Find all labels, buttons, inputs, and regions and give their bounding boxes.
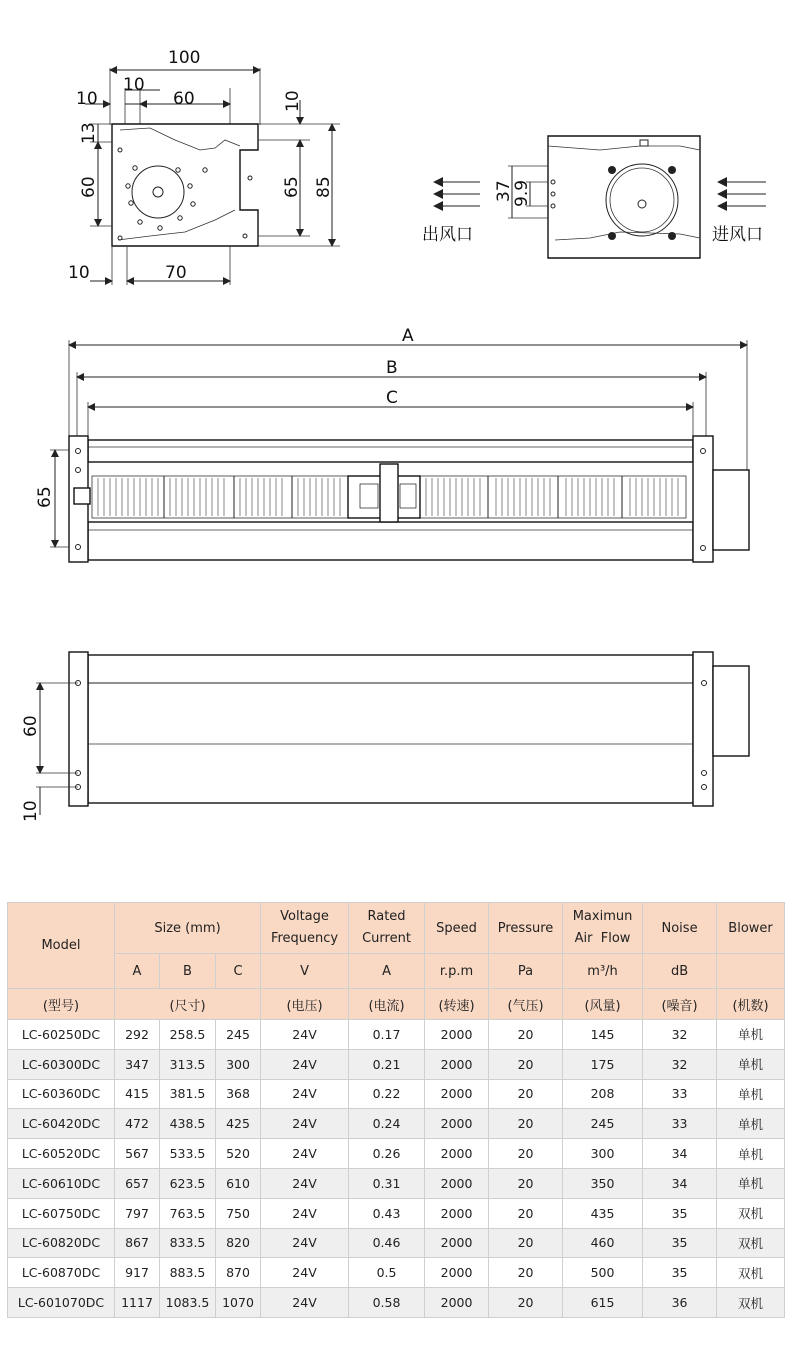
cell-airflow: 300 <box>563 1139 643 1169</box>
cell-model: LC-60250DC <box>8 1020 115 1050</box>
cell-airflow: 350 <box>563 1168 643 1198</box>
th-airflow-cn: (风量) <box>563 989 643 1020</box>
cell-speed: 2000 <box>425 1139 489 1169</box>
cell-current: 0.24 <box>349 1109 425 1139</box>
cell-voltage: 24V <box>261 1168 349 1198</box>
cell-speed: 2000 <box>425 1198 489 1228</box>
cell-pressure: 20 <box>489 1109 563 1139</box>
cell-model: LC-60360DC <box>8 1079 115 1109</box>
cell-voltage: 24V <box>261 1139 349 1169</box>
cell-current: 0.22 <box>349 1079 425 1109</box>
cell-current: 0.43 <box>349 1198 425 1228</box>
cell-model: LC-60520DC <box>8 1139 115 1169</box>
cell-blower: 双机 <box>717 1288 785 1318</box>
th-voltage <box>261 903 349 954</box>
cell-noise: 36 <box>643 1288 717 1318</box>
cell-a: 1117 <box>115 1288 160 1318</box>
cell-speed: 2000 <box>425 1109 489 1139</box>
table-row <box>8 1020 785 1050</box>
dim-left-height: 60 <box>79 176 99 198</box>
cell-model: LC-60820DC <box>8 1228 115 1258</box>
th-blower: Blower <box>717 903 785 954</box>
dim-B: B <box>386 358 398 378</box>
cell-current: 0.58 <box>349 1288 425 1318</box>
cell-a: 292 <box>115 1020 160 1050</box>
th-unit-v: V <box>261 954 349 989</box>
th-model: Model <box>8 903 115 989</box>
dim-span-60: 60 <box>173 89 195 109</box>
cell-b: 438.5 <box>160 1109 216 1139</box>
cell-model: LC-60870DC <box>8 1258 115 1288</box>
cell-c: 610 <box>216 1168 261 1198</box>
cell-speed: 2000 <box>425 1288 489 1318</box>
cell-voltage: 24V <box>261 1049 349 1079</box>
cell-a: 347 <box>115 1049 160 1079</box>
long-view <box>35 326 749 562</box>
cell-current: 0.17 <box>349 1020 425 1050</box>
cell-voltage: 24V <box>261 1228 349 1258</box>
header-row-3 <box>8 989 785 1020</box>
side-view <box>422 136 766 258</box>
th-size-cn: (尺寸) <box>115 989 261 1020</box>
th-unit-pa: Pa <box>489 954 563 989</box>
cell-noise: 32 <box>643 1049 717 1079</box>
cell-voltage: 24V <box>261 1109 349 1139</box>
cell-b: 883.5 <box>160 1258 216 1288</box>
cell-blower: 单机 <box>717 1049 785 1079</box>
cell-blower: 单机 <box>717 1079 785 1109</box>
th-unit-m3h: m³/h <box>563 954 643 989</box>
cell-voltage: 24V <box>261 1258 349 1288</box>
cell-airflow: 460 <box>563 1228 643 1258</box>
cell-speed: 2000 <box>425 1228 489 1258</box>
cell-pressure: 20 <box>489 1139 563 1169</box>
inlet-label: 进风口 <box>712 225 763 245</box>
th-c: C <box>216 954 261 989</box>
dim-A: A <box>402 326 414 346</box>
cell-model: LC-60750DC <box>8 1198 115 1228</box>
th-pressure: Pressure <box>489 903 563 954</box>
cell-airflow: 145 <box>563 1020 643 1050</box>
cell-blower: 单机 <box>717 1020 785 1050</box>
th-current-line2: Current <box>362 931 411 946</box>
cell-voltage: 24V <box>261 1198 349 1228</box>
cell-airflow: 245 <box>563 1109 643 1139</box>
table-row <box>8 1168 785 1198</box>
cell-blower: 单机 <box>717 1109 785 1139</box>
cell-pressure: 20 <box>489 1168 563 1198</box>
cell-voltage: 24V <box>261 1288 349 1318</box>
cell-a: 797 <box>115 1198 160 1228</box>
cell-voltage: 24V <box>261 1079 349 1109</box>
cell-blower: 双机 <box>717 1198 785 1228</box>
cell-noise: 34 <box>643 1139 717 1169</box>
cell-pressure: 20 <box>489 1288 563 1318</box>
table-row <box>8 1198 785 1228</box>
dim-bottom-70: 70 <box>165 263 187 283</box>
cell-noise: 33 <box>643 1079 717 1109</box>
cell-a: 867 <box>115 1228 160 1258</box>
dim-offset-left: 10 <box>76 89 98 109</box>
cell-current: 0.26 <box>349 1139 425 1169</box>
cell-speed: 2000 <box>425 1049 489 1079</box>
table-row <box>8 1139 785 1169</box>
cell-b: 533.5 <box>160 1139 216 1169</box>
cell-pressure: 20 <box>489 1258 563 1288</box>
cell-a: 472 <box>115 1109 160 1139</box>
cell-a: 657 <box>115 1168 160 1198</box>
cell-airflow: 175 <box>563 1049 643 1079</box>
cell-current: 0.5 <box>349 1258 425 1288</box>
th-unit-amp: A <box>349 954 425 989</box>
cell-voltage: 24V <box>261 1020 349 1050</box>
th-noise-cn: (噪音) <box>643 989 717 1020</box>
th-airflow-line2: Air Flow <box>574 931 631 946</box>
table-row <box>8 1049 785 1079</box>
cell-a: 415 <box>115 1079 160 1109</box>
cell-b: 381.5 <box>160 1079 216 1109</box>
cell-blower: 双机 <box>717 1228 785 1258</box>
th-unit-blank <box>717 954 785 989</box>
th-model-cn: (型号) <box>8 989 115 1020</box>
cell-c: 750 <box>216 1198 261 1228</box>
cell-noise: 35 <box>643 1228 717 1258</box>
cell-noise: 35 <box>643 1258 717 1288</box>
cell-noise: 35 <box>643 1198 717 1228</box>
cell-airflow: 615 <box>563 1288 643 1318</box>
dim-10-top: 10 <box>21 800 41 822</box>
cell-pressure: 20 <box>489 1020 563 1050</box>
cell-a: 917 <box>115 1258 160 1288</box>
cell-pressure: 20 <box>489 1198 563 1228</box>
th-current-cn: (电流) <box>349 989 425 1020</box>
cell-blower: 双机 <box>717 1258 785 1288</box>
th-b: B <box>160 954 216 989</box>
dim-C: C <box>386 388 398 408</box>
th-size: Size (mm) <box>115 903 261 954</box>
cell-speed: 2000 <box>425 1168 489 1198</box>
th-voltage-line1: Voltage <box>280 909 329 924</box>
dim-37: 37 <box>494 180 514 202</box>
cell-blower: 单机 <box>717 1139 785 1169</box>
th-a: A <box>115 954 160 989</box>
cell-model: LC-60300DC <box>8 1049 115 1079</box>
table-row <box>8 1288 785 1318</box>
th-speed-cn: (转速) <box>425 989 489 1020</box>
th-unit-db: dB <box>643 954 717 989</box>
front-view <box>68 48 340 285</box>
table-row <box>8 1109 785 1139</box>
cell-b: 1083.5 <box>160 1288 216 1318</box>
dim-60-top: 60 <box>21 715 41 737</box>
spec-table-body <box>8 1020 785 1318</box>
cell-speed: 2000 <box>425 1079 489 1109</box>
dim-bottom-left: 10 <box>68 263 90 283</box>
cell-pressure: 20 <box>489 1049 563 1079</box>
cell-c: 870 <box>216 1258 261 1288</box>
cell-c: 1070 <box>216 1288 261 1318</box>
dim-top-left: 13 <box>79 122 99 144</box>
dim-top-right: 10 <box>283 90 303 112</box>
cell-b: 833.5 <box>160 1228 216 1258</box>
outlet-label: 出风口 <box>422 225 473 245</box>
cell-noise: 32 <box>643 1020 717 1050</box>
cell-airflow: 435 <box>563 1198 643 1228</box>
cell-airflow: 208 <box>563 1079 643 1109</box>
th-pressure-cn: (气压) <box>489 989 563 1020</box>
cell-speed: 2000 <box>425 1258 489 1288</box>
th-noise: Noise <box>643 903 717 954</box>
header-row-1 <box>8 903 785 954</box>
cell-model: LC-60420DC <box>8 1109 115 1139</box>
header-row-2 <box>8 954 785 989</box>
cell-airflow: 500 <box>563 1258 643 1288</box>
cell-current: 0.46 <box>349 1228 425 1258</box>
cell-blower: 单机 <box>717 1168 785 1198</box>
spec-table <box>7 902 785 1318</box>
th-speed: Speed <box>425 903 489 954</box>
cell-b: 623.5 <box>160 1168 216 1198</box>
table-row <box>8 1228 785 1258</box>
cell-noise: 33 <box>643 1109 717 1139</box>
cell-a: 567 <box>115 1139 160 1169</box>
th-voltage-cn: (电压) <box>261 989 349 1020</box>
cell-pressure: 20 <box>489 1079 563 1109</box>
cell-speed: 2000 <box>425 1020 489 1050</box>
th-airflow <box>563 903 643 954</box>
dim-right-85: 85 <box>314 176 334 198</box>
th-airflow-line1: Maximun <box>572 909 633 924</box>
cell-c: 520 <box>216 1139 261 1169</box>
cell-noise: 34 <box>643 1168 717 1198</box>
cell-b: 313.5 <box>160 1049 216 1079</box>
cell-current: 0.21 <box>349 1049 425 1079</box>
th-voltage-line2: Frequency <box>270 931 339 946</box>
table-row <box>8 1079 785 1109</box>
table-row <box>8 1258 785 1288</box>
cell-c: 820 <box>216 1228 261 1258</box>
th-blower-cn: (机数) <box>717 989 785 1020</box>
dim-right-65: 65 <box>282 176 302 198</box>
th-unit-rpm: r.p.m <box>425 954 489 989</box>
dim-width-total: 100 <box>168 48 201 68</box>
cell-b: 258.5 <box>160 1020 216 1050</box>
cell-model: LC-601070DC <box>8 1288 115 1318</box>
cell-pressure: 20 <box>489 1228 563 1258</box>
dim-offset-inner: 10 <box>123 75 145 95</box>
th-current <box>349 903 425 954</box>
cell-b: 763.5 <box>160 1198 216 1228</box>
cell-c: 425 <box>216 1109 261 1139</box>
cell-c: 245 <box>216 1020 261 1050</box>
cell-c: 368 <box>216 1079 261 1109</box>
dim-65-long: 65 <box>35 486 55 508</box>
dim-9-9: 9.9 <box>512 179 532 207</box>
th-current-line1: Rated <box>367 909 406 924</box>
cell-model: LC-60610DC <box>8 1168 115 1198</box>
cell-c: 300 <box>216 1049 261 1079</box>
top-view <box>21 652 749 822</box>
cell-current: 0.31 <box>349 1168 425 1198</box>
